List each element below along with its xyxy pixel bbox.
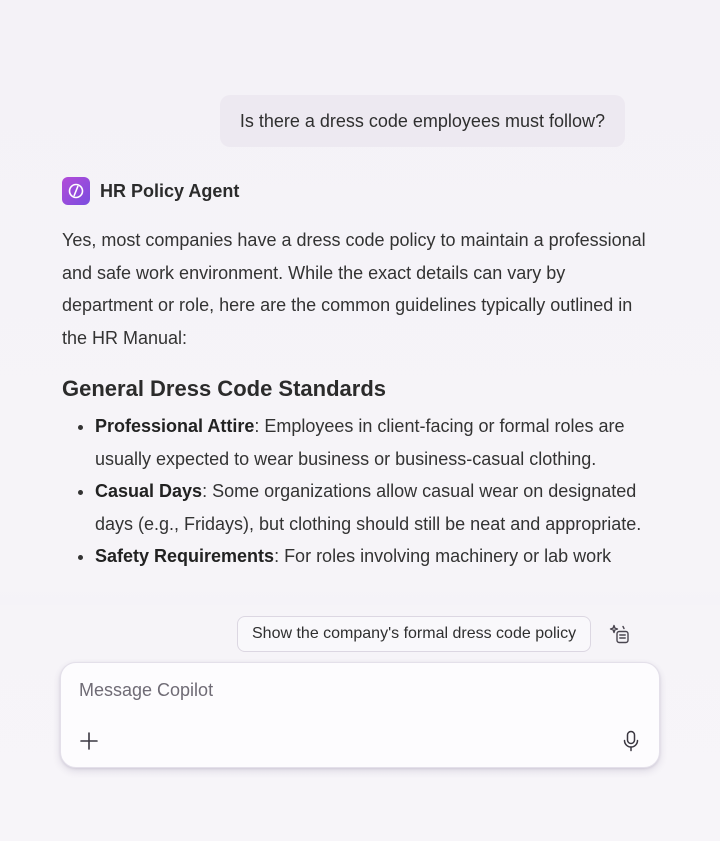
list-item bbox=[95, 410, 647, 475]
guidelines-list bbox=[62, 410, 647, 573]
plus-icon[interactable] bbox=[77, 729, 101, 753]
message-input[interactable] bbox=[79, 677, 599, 703]
list-item-text: : Employees in client-facing or formal roles are usually expected to wear business or business-casual clothing. bbox=[95, 416, 625, 469]
user-message-bubble bbox=[220, 95, 625, 147]
agent-response bbox=[62, 224, 647, 599]
list-item-text: : Some organizations allow casual wear on designated days (e.g., Fridays), but clothing should still be neat and appropriate. bbox=[95, 481, 642, 534]
agent-name: HR Policy Agent bbox=[100, 180, 240, 201]
user-message-text: Is there a dress code employees must follow? bbox=[239, 110, 605, 131]
list-item-term: Professional Attire bbox=[95, 416, 255, 436]
response-intro: Yes, most companies have a dress code policy to maintain a professional and safe work environment. While the exact details can vary by department or role, here are the common guidelines typically outlined in the HR Manual: bbox=[62, 230, 646, 348]
message-composer bbox=[60, 662, 660, 768]
list-item bbox=[95, 540, 647, 573]
sparkle-suggestions-icon[interactable] bbox=[606, 620, 634, 648]
list-item-text: : For roles involving machinery or lab work bbox=[274, 546, 612, 566]
list-item bbox=[95, 475, 647, 540]
list-item-term: Safety Requirements bbox=[95, 546, 275, 566]
suggestion-chip[interactable] bbox=[237, 616, 591, 652]
section-heading: General Dress Code Standards bbox=[62, 376, 387, 401]
microphone-icon[interactable] bbox=[619, 729, 643, 753]
scroll-fade-overlay bbox=[0, 583, 720, 605]
agent-header bbox=[62, 177, 239, 205]
suggestion-chip-label: Show the company's formal dress code policy bbox=[252, 625, 577, 642]
hr-policy-agent-logo-icon bbox=[62, 177, 90, 205]
list-item-term: Casual Days bbox=[95, 481, 203, 501]
